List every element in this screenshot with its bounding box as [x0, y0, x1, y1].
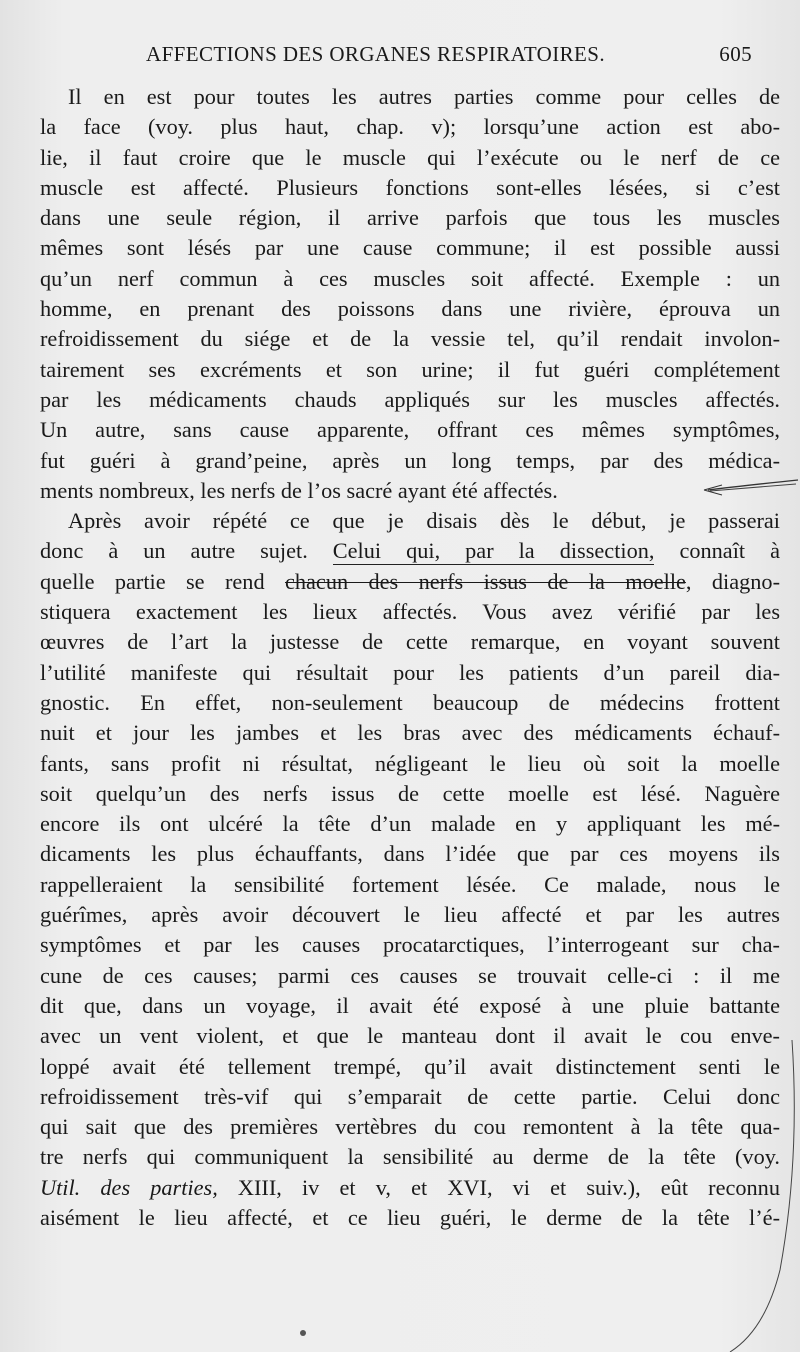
- text-line: tairement ses excréments et son urine; il fut guéri complétement: [40, 356, 780, 382]
- text-line: loppé avait été tellement trempé, qu’il avait distinctement senti le: [40, 1053, 780, 1079]
- text-line: mêmes sont lésés par une cause commune; il est possible aussi: [40, 235, 780, 261]
- text-line: rappelleraient la sensibilité fortement lésée. Ce malade, nous le: [40, 871, 780, 897]
- text-segment: , diagno-: [685, 568, 780, 594]
- text-line: tre nerfs qui communiquent la sensibilité au derme de la tête (voy.: [40, 1144, 780, 1170]
- body-text: [40, 82, 780, 1233]
- text-line: aisément le lieu affecté, et ce lieu guéri, le derme de la tête l’é-: [40, 1204, 780, 1230]
- text-line: dicaments les plus échauffants, dans l’idée que par ces moyens ils: [40, 841, 780, 867]
- text-line: avec un vent violent, et que le manteau dont il avait le cou enve-: [40, 1023, 780, 1049]
- text-line: encore ils ont ulcéré la tête d’un malade en y appliquant les mé-: [40, 811, 780, 837]
- running-header: [146, 42, 760, 72]
- text-line: homme, en prenant des poissons dans une rivière, éprouva un: [40, 296, 780, 322]
- text-line: fants, sans profit ni résultat, négligeant le lieu où soit la moelle: [40, 750, 780, 776]
- pen-margin-line: [720, 1040, 800, 1352]
- text-line: par les médicaments chauds appliqués sur les muscles affectés.: [40, 386, 780, 412]
- text-line: Après avoir répété ce que je disais dès le début, je passerai: [68, 508, 780, 534]
- text-segment: donc à un autre sujet.: [40, 538, 308, 564]
- text-line-reference: [40, 1173, 780, 1203]
- page-number: 605: [719, 42, 752, 66]
- underlined-phrase: Celui qui, par la dissection,: [332, 538, 655, 564]
- running-title: AFFECTIONS DES ORGANES RESPIRATOIRES.: [146, 42, 605, 66]
- text-line: la face (voy. plus haut, chap. v); lorsqu’une action est abo-: [40, 114, 780, 140]
- text-line: soit quelqu’un des nerfs issus de cette moelle est lésé. Naguère: [40, 780, 780, 806]
- text-line-struck: [40, 567, 780, 597]
- text-line: qu’un nerf commun à ces muscles soit affecté. Exemple : un: [40, 265, 780, 291]
- text-line: ments nombreux, les nerfs de l’os sacré ayant été affectés.: [40, 477, 558, 503]
- text-line: dit que, dans un voyage, il avait été exposé à une pluie battante: [40, 992, 780, 1018]
- text-line: lie, il faut croire que le muscle qui l’exécute ou le nerf de ce: [40, 144, 780, 170]
- text-line: Un autre, sans cause apparente, offrant ces mêmes symptômes,: [40, 417, 780, 443]
- italic-reference: Util. des parties,: [40, 1174, 218, 1200]
- text-line-underlined: [40, 536, 780, 566]
- text-line: refroidissement du siége et de la vessie tel, qu’il rendait involon-: [40, 326, 780, 352]
- text-line: l’utilité manifeste qui résultait pour les patients d’un pareil dia-: [40, 659, 780, 685]
- text-line: Il en est pour toutes les autres parties comme pour celles de: [68, 84, 780, 109]
- text-segment: connaît à: [679, 538, 780, 564]
- text-line: guérîmes, après avoir découvert le lieu affecté et par les autres: [40, 902, 780, 928]
- text-line: fut guéri à grand’peine, après un long temps, par des médica-: [40, 447, 780, 473]
- text-line: nuit et jour les jambes et les bras avec des médicaments échauf-: [40, 720, 780, 746]
- text-line: cune de ces causes; parmi ces causes se trouvait celle-ci : il me: [40, 962, 780, 988]
- text-segment: quelle partie se rend: [40, 568, 265, 594]
- text-line: qui sait que des premières vertèbres du cou remontent à la tête qua-: [40, 1114, 780, 1140]
- text-segment: XIII, iv et v, et XVI, vi et suiv.), eût reconnu: [217, 1174, 780, 1200]
- struck-phrase: chacun des nerfs issus de la moelle: [284, 568, 686, 594]
- text-line: dans une seule région, il arrive parfois que tous les muscles: [40, 205, 780, 231]
- printing-dot: [300, 1330, 306, 1336]
- text-line: symptômes et par les causes procatarctiques, l’interrogeant sur cha-: [40, 932, 780, 958]
- pen-annotation-arrow: [700, 476, 800, 500]
- text-line: stiquera exactement les lieux affectés. Vous avez vérifié par les: [40, 599, 780, 625]
- text-line: œuvres de l’art la justesse de cette remarque, en voyant souvent: [40, 629, 780, 655]
- text-line: refroidissement très-vif qui s’emparait de cette partie. Celui donc: [40, 1083, 780, 1109]
- text-line: gnostic. En effet, non-seulement beaucoup de médecins frottent: [40, 689, 780, 715]
- text-line: muscle est affecté. Plusieurs fonctions sont-elles lésées, si c’est: [40, 174, 780, 200]
